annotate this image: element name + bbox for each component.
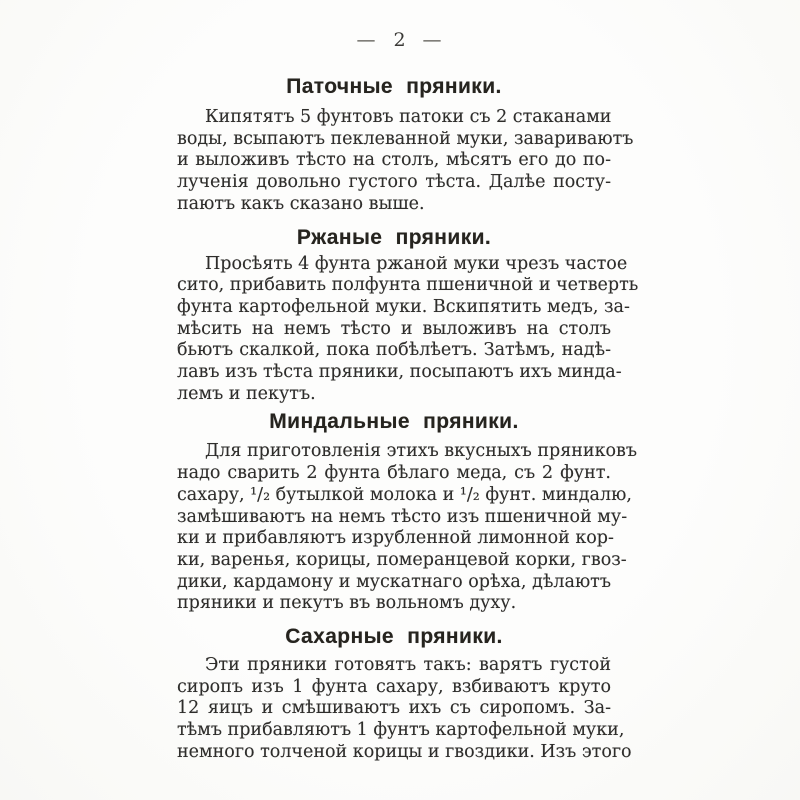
recipe-paragraph [177,107,634,216]
recipe-title: Ржаные пряники. [296,225,492,249]
paragraph-line: и выложивъ тѣсто на столъ, мѣсятъ его до по- [177,150,611,171]
recipe-section-patochnye [177,73,634,216]
paragraph-line: ки, варенья, корицы, померанцевой корки, гвоз- [177,549,627,570]
paragraph-line: надо сварить 2 фунта бѣлаго меда, съ 2 фунт. [177,463,611,484]
paragraph-line: воды, всыпаютъ пеклеванной муки, завариваютъ [177,128,634,149]
paragraph-line: Для приготовленія этихъ вкусныхъ пряниковъ [205,441,638,462]
recipe-paragraph [177,655,632,764]
paragraph-line: паютъ какъ сказано выше. [177,193,425,214]
page-number: 2 [393,29,407,51]
paragraph-line: немного толченой корицы и гвоздики. Изъ этого [177,741,632,762]
paragraph-line: сахару, ¹/₂ бутылкой молока и ¹/₂ фунт. миндалю, [177,484,632,505]
recipe-paragraph [177,441,638,615]
paragraph-line: мѣсить на немъ тѣсто и выложивъ на столъ [177,318,611,339]
paragraph-line: фунта картофельной муки. Вскипятить медъ, за- [177,296,630,317]
paragraph-line: лученія довольно густого тѣста. Далѣе посту- [177,172,611,193]
paragraph-line: лавъ изъ тѣста пряники, посыпаютъ ихъ минда- [177,362,622,383]
paragraph-line: тѣмъ прибавляютъ 1 фунтъ картофельной муки, [177,720,625,741]
recipe-section-sakharnye [177,623,632,764]
paragraph-line: бьютъ скалкой, пока побѣлѣетъ. Затѣмъ, надѣ- [177,340,611,361]
recipe-title: Миндальные пряники. [269,410,519,434]
paragraph-line: Эти пряники готовятъ такъ: варятъ густой [205,655,611,676]
recipe-title: Сахарные пряники. [285,625,503,649]
paragraph-line: дики, кардамону и мускатнаго орѣха, дѣлаютъ [177,571,611,592]
recipe-section-mindalnye [177,408,638,615]
paragraph-line: замѣшиваютъ на немъ тѣсто изъ пшеничной му- [177,506,628,527]
paragraph-line: пряники и пекутъ въ вольномъ духу. [177,593,517,614]
page-number-dash-right: — [422,29,444,51]
recipe-section-rzhanye [177,224,639,406]
paragraph-line: сито, прибавить полфунта пшеничной и четверть [177,275,639,296]
page-header [0,0,800,52]
recipe-paragraph [177,253,639,406]
paragraph-line: Кипятятъ 5 фунтовъ патоки съ 2 стаканами [205,107,612,127]
paragraph-line: Просѣять 4 фунта ржаной муки чрезъ частое [205,253,628,274]
paragraph-line: сиропъ изъ 1 фунта сахару, взбиваютъ круто [177,676,611,697]
page-number-dash-left: — [356,29,378,51]
paragraph-line: ки и прибавляютъ изрубленной лимонной кор- [177,528,614,549]
recipe-title: Паточные пряники. [286,75,502,98]
paragraph-line: лемъ и пекутъ. [177,383,316,404]
text-column [177,73,639,764]
paragraph-line: 12 яицъ и смѣшиваютъ ихъ съ сиропомъ. За- [177,698,611,719]
